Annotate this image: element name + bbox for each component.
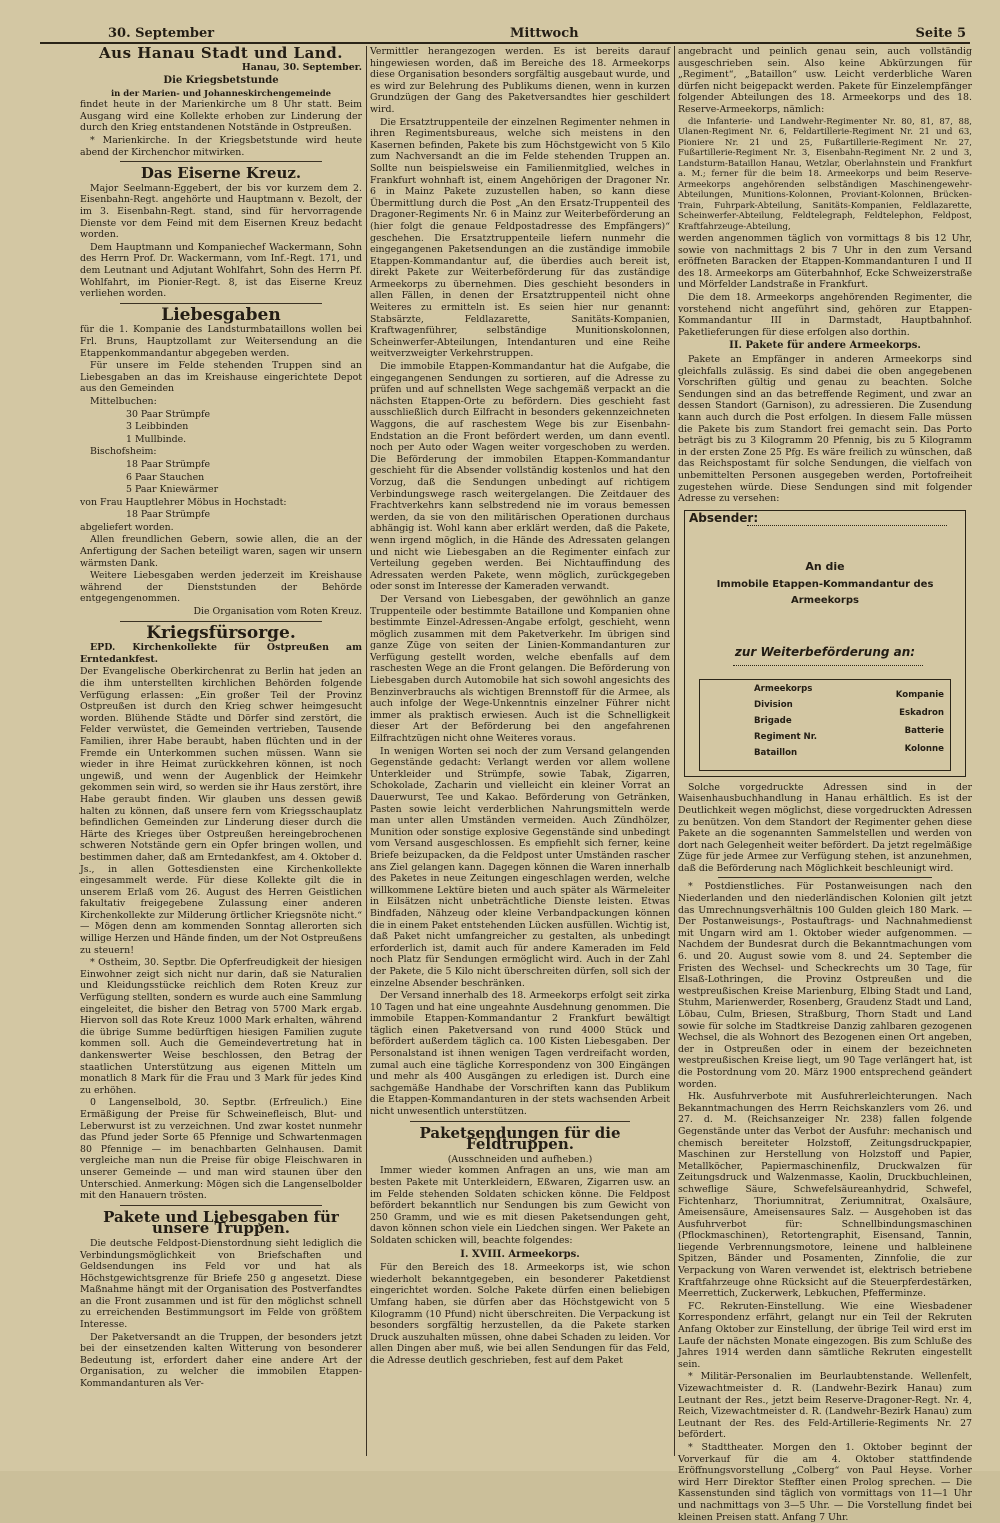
article-title-liebesgaben: Liebesgaben — [161, 304, 281, 325]
divider — [120, 161, 322, 162]
field-division: Division — [754, 699, 793, 710]
paragraph: Pakete an Empfänger in anderen Armeekorps sind gleichfalls zulässig. Es sind dabei die oben angegebenen Vorschriften gültig und genau zu beachten. Solche Sendungen sind an das betreffende Regiment, und zwar an dessen Standort (Garnison), zu adressieren. Die Zusendung kann auch durch die Post erfolgen. In diesem Falle müssen die Pakete bis zum Standort frei gemacht sein. Das Porto beträgt bis zu 3 Kilogramm 20 Pfennig, bis zu 5 Kilogramm in der ersten Zone 25 Pfg. Es wäre freilich zu wünschen, daß das Reichspostamt für solche Sendungen, die vielfach von unbemittelten Personen ausgegeben werden, Portofreiheit zugestehen würde. Diese Sendungen sind mit folgender Adresse zu versehen: — [678, 354, 972, 505]
field-eskadron: Eskadron — [899, 707, 944, 718]
column-rule-2 — [674, 46, 675, 1456]
dateline: Hanau, 30. September. — [241, 61, 362, 73]
paragraph: findet heute in der Marienkirche um 8 Uhr statt. Beim Ausgang wird eine Kollekte erhoben zur Linderung der durch den Krieg entstandenen Notstände in Ostpreußen. — [80, 99, 362, 134]
list-item: 1 Mullbinde. — [126, 433, 187, 445]
paragraph: Die Ersatztruppenteile der einzelnen Regimenter nehmen in ihren Regimentsbureaus, welche sich meistens in den Kasernen befinden, Pakete bis zum Höchstgewicht von 5 Kilo zum Nachversandt an die im Felde stehenden Truppen an. Sollte nun beispielsweise ein Familienmitglied, welches in Frankfurt wohnhaft ist, einem Angehörigen der Dragoner Nr. 6 in Mainz Pakete zuzustellen haben, so kann diese Übermittlung durch die Post „An den Ersatz-Truppenteil des Dragoner-Regiments Nr. 6 in Mainz zur Weiterbeförderung an (hier folgt die genaue Feldpostadresse des Empfängers)“ geschehen. Die Ersatztruppenteile liefern nunmehr die eingegangenen Paketsendungen an die zuständige immobile Etappen-Kommandantur auf, die überdies auch bereit ist, direkt Pakete zur Weiterbeförderung für das zuständige Armeekorps zu übernehmen. Dies geschieht besonders in allen Fällen, in denen der Ersatztruppenteil nicht ohne Weiteres zu ermitteln ist. Es seien hier nur genannt: Stabsärzte, Feldlazarette, Sanitäts-Kompanien, Kraftwagenführer, selbständige Munitionskolonnen, Scheinwerfer-Abteilungen, Intendanturen und eine Reihe weitverzweigter Verkehrstruppen. — [370, 116, 670, 360]
paragraph: * Postdienstliches. Für Postanweisungen nach den Niederlanden und den niederländischen Kolonien gilt jetzt das Umrechnungsverhältnis 100 Gulden gleich 180 Mark. — Der Postanweisungs-, Postauftrags- und Nachnahmedienst mit Ungarn wird am 1. Oktober wieder aufgenommen. — Nachdem der Bundesrat durch die Bekanntmachungen vom 6. und 20. August sowie vom 8. und 24. September die Fristen des Wechsel- und Scheckrechts um 30 Tage, für Elsaß-Lothringen, die Provinz Ostpreußen und die westpreußischen Kreise Marienburg, Elbing Stadt und Land, Stuhm, Marienwerder, Rosenberg, Graudenz Stadt und Land, Löbau, Culm, Briesen, Straßburg, Thorn Stadt und Land sowie für solche im Stadtkreise Danzig zahlbaren gezogenen Wechsel, die als Wohnort des Bezogenen einen Ort angeben, der in Ostpreußen oder in einem der bezeichneten westpreußischen Kreise liegt, um 90 Tage verlängert hat, ist die Postordnung vom 20. März 1900 entsprechend geändert worden. — [678, 881, 972, 1090]
paragraph: werden angenommen täglich von vormittags 8 bis 12 Uhr, sowie von nachmittags 2 bis 7 Uhr in den zum Versand eröffneten Baracken der Etappen-Kommandanturen I und II des 18. Armeekorps am Güterbahnhof, Ecke Schweizerstraße und Mörfelder Landstraße in Frankfurt. — [678, 233, 972, 291]
page-header — [40, 26, 970, 44]
unit-frame — [699, 679, 951, 771]
article-subhead: in der Marien- und Johanneskirchengemeinde — [110, 88, 332, 99]
paragraph: Die dem 18. Armeekorps angehörenden Regimenter, die vorstehend nicht angeführt sind, gehören zur Etappen-Kommandantur III in Darmstadt, Hauptbahnhof. Paketlieferungen für diese erfolgen also dorthin. — [678, 292, 972, 338]
paragraph: Die immobile Etappen-Kommandantur hat die Aufgabe, die eingegangenen Sendungen zu sortieren, auf die Adresse zu prüfen und auf schnellsten Wege sachgemäß verpackt an die nächsten Etappen-Orte zu befördern. Dies geschieht fast ausschließlich durch Eilfracht in besonders gekennzeichneten Waggons, die auf raschestem Wege bis zur Eisenbahn-Endstation an die Front befördert werden, um dann eventl. noch per Auto oder Wagen weiter vorgeschoben zu werden. Die Beförderung der immobilen Etappen-Kommandantur geschieht für die Absender vollständig kostenlos und hat den Vorzug, daß die Sendungen unbedingt auf richtigem Verbindungswege rasch weitergelangen. Die Zeitdauer des Frachtverkehrs kann selbstredend nie im voraus bemessen werden, da sie von den militärischen Operationen durchaus abhängig ist. Wohl kann aber erklärt werden, daß die Pakete, wenn irgend möglich, in die Hände des Adressaten gelangen und nicht wie Liebesgaben an die Regimenter einfach zur Verteilung gegeben werden. Bei Nichtauffindung des Adressaten werden Pakete, wenn möglich, zurückgegeben oder sonst im Interesse der Kameraden verwandt. — [370, 361, 670, 593]
donor: von Frau Hauptlehrer Möbus in Hochstadt: — [80, 496, 287, 508]
paragraph: Für den Bereich des 18. Armeekorps ist, wie schon wiederholt bekanntgegeben, ein besonderer Paketdienst eingerichtet worden. Solche Pakete dürfen einen beliebigen Umfang haben, sie dürfen aber das Höchstgewicht von 5 Kilogramm (10 Pfund) nicht überschreiten. Die Verpackung ist besonders sorgfältig herzustellen, da die Pakete starken Druck auszuhalten müssen, ohne dabei Schaden zu leiden. Vor allen Dingen aber muß, wie bei allen Sendungen für das Feld, die Adresse deutlich geschrieben, fest auf dem Paket — [370, 1262, 670, 1366]
subsection-title: II. Pakete für andere Armeekorps. — [729, 340, 921, 352]
header-date: 30. September — [108, 26, 215, 41]
column-2 — [370, 46, 670, 1456]
field-bataillon: Bataillon — [754, 747, 798, 758]
paragraph: 0 Langenselbold, 30. Septbr. (Erfreulich.) Eine Ermäßigung der Preise für Schweinefleisch, Blut- und Leberwurst ist zu verzeichnen. Und zwar kostet nunmehr das Pfund jeder Sorte 65 Pfennige und Schwartenmagen 80 Pfennige — im benachbarten Gelnhausen. Damit vergleiche man nun die Preise für obige Fleischwaren in unserer Gemeinde — und man wird staunen über den Unterschied. Anmerkung: Mögen sich die Langenselbolder mit den Hanauern trösten. — [80, 1097, 362, 1202]
sender-line — [747, 525, 947, 526]
field-brigade: Brigade — [754, 715, 792, 726]
address-line-2: Immobile Etappen-Kommandantur des — [716, 578, 934, 590]
paragraph: * Ostheim, 30. Septbr. Die Opferfreudigkeit der hiesigen Einwohner zeigt sich nicht nur darin, daß sie Naturalien und Kleidungsstücke reichlich dem Roten Kreuz zur Verfügung stellten, sondern es wurde auch eine Sammlung eingeleitet, die bisher den Betrag von 5700 Mark ergab. Hiervon soll das Rote Kreuz 1000 Mark erhalten, während die übrige Summe bedürftigen hiesigen Familien zugute kommen soll. Auch die Gemeindevertretung hat in dankenswerter Weise beschlossen, den Betrag der staatlichen Unterstützung aus eigenen Mitteln um monatlich 8 Mark für die Frau und 3 Mark für jedes Kind zu erhöhen. — [80, 957, 362, 1096]
article-title-pakete: Pakete und Liebesgaben für unsere Truppen. — [103, 1207, 339, 1238]
list-item: 18 Paar Strümpfe — [126, 509, 211, 521]
paragraph: Der Versand innerhalb des 18. Armeekorps erfolgt seit zirka 10 Tagen und hat eine ungeahnte Ausdehnung genommen. Die immobile Etappen-Kommandantur 2 Frankfurt bewältigt täglich einen Paketversand von rund 4000 Stück und befördert außerdem täglich ca. 100 Kisten Liebesgaben. Der Personalstand ist ihnen wenigen Tagen verdreifacht worden, zumal auch eine tägliche Korrespondenz von 300 Eingängen und mehr als 400 Ausgängen zu erledigen ist. Durch eine sachgemäße Handhabe der Vorschriften kann das Publikum die Etappen-Kommandanturen in der stets wachsenden Arbeit nicht unwesentlich unterstützen. — [370, 990, 670, 1118]
paragraph: angebracht und peinlich genau sein, auch vollständig ausgeschrieben sein. Also keine Abkürzungen für „Regiment“, „Bataillon“ usw. Leicht verderbliche Waren dürfen nicht beigepackt werden. Pakete für Einzelempfänger folgender Abteilungen des 18. Armeekorps und des 18. Reserve-Armeekorps, nämlich: — [678, 46, 972, 115]
header-page-number: Seite 5 — [915, 26, 966, 41]
paragraph: Hk. Ausfuhrverbote mit Ausfuhrerleichterungen. Nach Bekanntmachungen des Herrn Reichskanzlers vom 26. und 27. d. M. (Reichsanzeiger Nr. 238) fallen folgende Gegenstände unter das Verbot der Ausfuhr: mechanisch und chemisch bereiteter Holzstoff, Zeitungsdruckpapier, Maschinen zur Herstellung von Holzstoff und Papier, Metallköcher, Papiermaschinenfilz, Druckwalzen für Zeitungsdruck und Walzenmasse, Kaolin, Druckbuchleinen, schweflige Säure, Schwefelsäureanhydrid, Schwefel, Fichtenharz, Thoriumnitrat, Zeriumnitrat, Oxalsäure, Ameisensäure, Ameisensaures Salz. — Ausgehoben ist das Ausfuhrverbot für: Schnellbindungsmaschinen (Pflockmaschinen), Retortengraphit, Eisensand, Tannin, liegende Verbrennungsmotore, leinene und halbleinene Spitzen, Bänder und Posamenten, Zinnfolie, die zur Verpackung von Waren verwendet ist, elektrisch betriebene Kraftfahrzeuge ohne Rücksicht auf die Steuerpferdestärken, Meerrettich, Zuckerwerk, Lebkuchen, Pfefferminze. — [678, 1091, 972, 1300]
address-line-1: An die — [805, 559, 845, 573]
article-title-kriegsfuersorge: Kriegsfürsorge. — [146, 622, 296, 643]
paragraph: Der Versand von Liebesgaben, der gewöhnlich an ganze Truppenteile oder bestimmte Bataillone und Kompanien ohne bestimmte Einzel-Adressen-Angabe erfolgt, geschieht, wenn möglich zusammen mit dem Paketverkehr. Im übrigen sind ganze Züge von seiten der Linien-Kommandanturen zur Verfügung gestellt worden, welche ebenfalls auf dem raschesten Wege an die Front gelangen. Die Beförderung von Liebesgaben durch Automobile hat sich sowohl angesichts des Benzinverbrauchs als wichtigen Brennstoff für die Armee, als auch infolge der Wege-Unkenntnis einzelner Führer nicht immer als praktisch erwiesen. Auch ist die Schnelligkeit dieser Art der Beförderung bei den angefahrenen Eilfrachtzügen nicht ohne Weiteres voraus. — [370, 593, 670, 745]
article-head: EPD. Kirchenkollekte für Ostpreußen am Erntedankfest. — [80, 642, 362, 665]
field-armeekorps: Armeekorps — [754, 683, 813, 694]
paragraph: FC. Rekruten-Einstellung. Wie eine Wiesbadener Korrespondenz erfährt, gelangt nur ein Teil der Rekruten Anfang Oktober zur Einstellung, der übrige Teil wird erst im Laufe der nächsten Monate eingezogen. Bis zum Schluße des Jahres 1914 werden dann sämtliche Rekruten eingestellt sein. — [678, 1300, 972, 1370]
article-title-kreuz: Das Eiserne Kreuz. — [140, 164, 302, 183]
paragraph: Der Evangelische Oberkirchenrat zu Berlin hat jeden an die ihm unterstellten kirchlichen Behörden folgende Verfügung erlassen: „Ein großer Teil der Provinz Ostpreußen ist durch den Krieg schwer heimgesucht worden. Blühende Städte und Dörfer sind zerstört, die Felder verwüstet, die Gemeinden vertrieben, Tausende Familien, ihrer Habe beraubt, haben flüchten und in der Fremde ein Unterkommen suchen müssen. Wann sie wieder in ihre Heimat zurückkehren können, ist noch ungewiß, und wenn der Augenblick der Heimkehr gekommen sein wird, so werden sie ihr Haus zerstört, ihre Habe geraubt finden. Wir glauben uns dessen gewiß halten zu können, daß unsere fern vom Kriegsschauplatz befindlichen Gemeinden zur Linderung dieser durch die Härte des Krieges über Ostpreußen hereingebrochenen schweren Notstände gern ein Opfer bringen wollen, und bestimmen daher, daß am Erntedankfest, am 4. Oktober d. Js., in allen Gottesdiensten eine Kirchenkollekte eingesammelt werde. Für diese Kollekte gilt die in unserem Erlaß vom 26. August des Herren Geistlichen fakultativ freigegebene Zulassung einer anderen Kirchenkollekte zur Milderung örtlicher Kriegsnöte nicht.“ — Mögen denn am kommenden Sonntag allerorten sich willige Herzen und Hände finden, um der Not Ostpreußens zu steuern! — [80, 666, 362, 956]
subsection-title: I. XVIII. Armeekorps. — [460, 1248, 580, 1260]
list-item: 3 Leibbinden — [126, 421, 189, 433]
field-regiment: Regiment Nr. — [754, 731, 818, 742]
paragraph: * Stadttheater. Morgen den 1. Oktober beginnt der Vorverkauf für die am 4. Oktober stattfindende Eröffnungsvorstellung „Colberg“ von Paul Heyse. Vorher wird Herr Direktor Steffter einen Prolog sprechen. — Die Kassenstunden sind täglich von vormittags von 11—1 Uhr und nachmittags von 3—5 Uhr. — Die Vorstellung findet bei kleinen Preisen statt. Anfang 7 Uhr. — [678, 1441, 972, 1523]
address-line-3: Armeekorps — [791, 594, 859, 606]
paragraph: Solche vorgedruckte Adressen sind in der Waisenhausbuchhandlung in Hanau erhältlich. Es ist der Deutlichkeit wegen möglichst, diese vorgedruckten Adressen zu benützen. Von dem Standort der Regimenter gehen diese Pakete an die sogenannten Sammelstellen und werden von dort nach Gelegenheit weiter befördert. Da jetzt regelmäßige Züge für jede Armee zur Verfügung stehen, ist anzunehmen, daß die Beförderung nach Möglichkeit beschleunigt wird. — [678, 781, 972, 874]
divider — [120, 1205, 322, 1206]
paragraph: * Militär-Personalien im Beurlaubtenstande. Wellenfelt, Vizewachtmeister d. R. (Landwehr-Bezirk Hanau) zum Leutnant der Res., jetzt beim Reserve-Dragoner-Regt. Nr. 4, Reich, Vizewachtmeister d. R. (Landwehr-Bezirk Hanau) zum Leutnant der Res. des Feld-Artillerie-Regiments Nr. 27 befördert. — [678, 1371, 972, 1441]
list-item: 6 Paar Stauchen — [126, 471, 205, 483]
paragraph: für die 1. Kompanie des Landsturmbataillons wollen bei Frl. Bruns, Hauptzollamt zur Weitersendung an die Etappenkommandantur abgegeben werden. — [80, 324, 362, 359]
paragraph: * Marienkirche. In der Kriegsbetstunde wird heute abend der Kirchenchor mitwirken. — [80, 135, 362, 158]
article-title-paketsendungen: Paketsendungen für die Feldtruppen. — [419, 1123, 621, 1154]
paragraph: Der Paketversandt an die Truppen, der besonders jetzt bei der einsetzenden kalten Witterung von besonderer Bedeutung ist, erfordert daher eine andere Art der Organisation, zu welcher die immobilen Etappen-Kommandanturen als Ver- — [80, 1331, 362, 1390]
signature: Die Organisation vom Roten Kreuz. — [193, 606, 362, 618]
forwarding-label: zur Weiterbeförderung an: — [734, 644, 916, 659]
paragraph: Allen freundlichen Gebern, sowie allen, die an der Anfertigung der Sachen beteiligt waren, sagen wir unsern wärmsten Dank. — [80, 534, 362, 569]
field-kolonne: Kolonne — [904, 743, 944, 754]
column-3 — [678, 46, 972, 1523]
paragraph: Major Seelmann-Eggebert, der bis vor kurzem dem 2. Eisenbahn-Regt. angehörte und Hauptmann v. Bezolt, der im 3. Eisenbahn-Regt. stand, sind für hervorragende Dienste vor dem Feind mit dem Eisernen Kreuz bedacht worden. — [80, 182, 362, 241]
field-kompanie: Kompanie — [895, 689, 944, 700]
divider — [410, 1121, 630, 1122]
article-subtitle: (Ausschneiden und aufheben.) — [447, 1153, 593, 1165]
column-rule-1 — [366, 46, 367, 1456]
paragraph: Immer wieder kommen Anfragen an uns, wie man am besten Pakete mit Unterkleidern, Eßwaren, Zigarren usw. an im Felde stehenden Soldaten schicken könne. Die Feldpost befördert bekanntlich nur Sendungen bis zum Gewicht von 250 Gramm, und wie es mit diesen Paketsendungen geht, davon können schon viele ein Liedchen singen. Wer Pakete an Soldaten schicken will, beachte folgendes: — [370, 1165, 670, 1246]
header-paper: Mittwoch — [510, 26, 579, 41]
divider — [120, 303, 322, 304]
paragraph: Weitere Liebesgaben werden jederzeit im Kreishause während der Dienststunden der Behörde entgegengenommen. — [80, 570, 362, 605]
list-item: 30 Paar Strümpfe — [126, 408, 211, 420]
place-name: Mittelbuchen: — [90, 395, 157, 407]
place-name: Bischofsheim: — [90, 446, 157, 458]
sender-label: Absender: — [689, 510, 759, 525]
paragraph: abgeliefert worden. — [80, 521, 174, 533]
section-title: Aus Hanau Stadt und Land. — [99, 44, 343, 62]
unit-list: die Infanterie- und Landwehr-Regimenter Nr. 80, 81, 87, 88, Ulanen-Regiment Nr. 6, Feldartillerie-Regiment Nr. 21 und 63, Pioniere Nr. 21 und 25, Fußartillerie-Regiment Nr. 27, Fußartillerie-Regiment Nr. 3, Eisenbahn-Regiment Nr. 2 und 3, Landsturm-Bataillon Hanau, Wetzlar, Oberlahnstein und Frankfurt a. M.; ferner für die beim 18. Armeekorps und beim Reserve-Armeekorps angehörenden selbständigen Maschinengewehr-Abteilungen, Munitions-Kolonnen, Proviant-Kolonnen, Brücken-Train, Fuhrpark-Abteilung, Sanitäts-Kompanien, Feldlazarette, Scheinwerfer-Abteilung, Feldtelegraph, Feldtelephon, Feldpost, Kraftfahrzeuge-Abteilung, — [678, 116, 972, 232]
paragraph: Vermittler herangezogen werden. Es ist bereits darauf hingewiesen worden, daß im Bereiche des 18. Armeekorps diese Organisation besonders sorgfältig ausgebaut wurde, und es wird zur Belehrung des Publikums dienen, wenn in kurzen Grundzügen der Gang des Paketversandtes hier geschildert wird. — [370, 46, 670, 115]
paragraph: Für unsere im Felde stehenden Truppen sind an Liebesgaben an das im Kreishause eingerichtete Depot aus den Gemeinden — [80, 360, 362, 395]
forwarding-line — [733, 665, 923, 666]
paragraph: Dem Hauptmann und Kompaniechef Wackermann, Sohn des Herrn Prof. Dr. Wackermann, vom Inf.-Regt. 171, und dem Leutnant und Adjutant Wohlfahrt, Sohn des Herrn Pf. Wohlfahrt, im Pionier-Regt. 8, ist das Eiserne Kreuz verliehen worden. — [80, 241, 362, 300]
list-item: 18 Paar Strümpfe — [126, 458, 211, 470]
address-form — [684, 510, 966, 777]
list-item: 5 Paar Kniewärmer — [126, 484, 219, 496]
field-batterie: Batterie — [904, 725, 944, 736]
paragraph: In wenigen Worten sei noch der zum Versand gelangenden Gegenstände gedacht: Verlangt werden vor allem wollene Unterkleider und Strümpfe, sowie Tabak, Zigarren, Schokolade, Zacharin und vielleicht ein kleiner Vorrat an Dauerwurst, Tee und Kakao. Beförderung von Getränken, Pasten sowie leicht verderblichen Nahrungsmitteln werde man unter allen Umständen vermeiden. Auch Zündhölzer, Munition oder sonstige explosive Gegenstände sind unbedingt vom Versand ausgeschlossen. Es empfiehlt sich ferner, keine Briefe beizupacken, da die Feldpost unter Umständen rascher ans Ziel gelangen kann. Dagegen können die Waren innerhalb des Paketes in neue Zeitungen eingeschlagen werden, welche willkommene Lektüre bieten und auch später als Wärmeleiter in Eilsätzen nicht unbeträchtliche Dienste leisten. Etwas Bindfaden, Nähzeug oder kleine Verbandpackungen können die in einem Paket entstehenden Lücken ausfüllen. Wichtig ist, daß Paket nicht umfangreicher zu gestalten, als unbedingt erforderlich ist, damit auch für andere Kameraden im Feld noch Platz für Sendungen ermöglicht wird. Auch in der Zahl der Pakete, die 5 Kilo nicht überschreiten dürfen, soll sich der einzelne Absender beschränken. — [370, 745, 670, 989]
column-1 — [80, 46, 362, 1456]
divider — [120, 621, 322, 622]
divider — [718, 877, 932, 878]
article-head: Die Kriegsbetstunde — [163, 75, 279, 87]
paragraph: Die deutsche Feldpost-Dienstordnung sieht lediglich die Verbindungsmöglichkeit von Briefschaften und Geldsendungen ins Feld vor und hat als Höchstgewichtsgrenze für Briefe 250 g angesetzt. Diese Maßnahme hängt mit der Organisation des Postverfandtes an die Front zusammen und ist für den möglichst schnell zu erreichenden Bestimmungsort im Felde von größtem Interesse. — [80, 1237, 362, 1331]
